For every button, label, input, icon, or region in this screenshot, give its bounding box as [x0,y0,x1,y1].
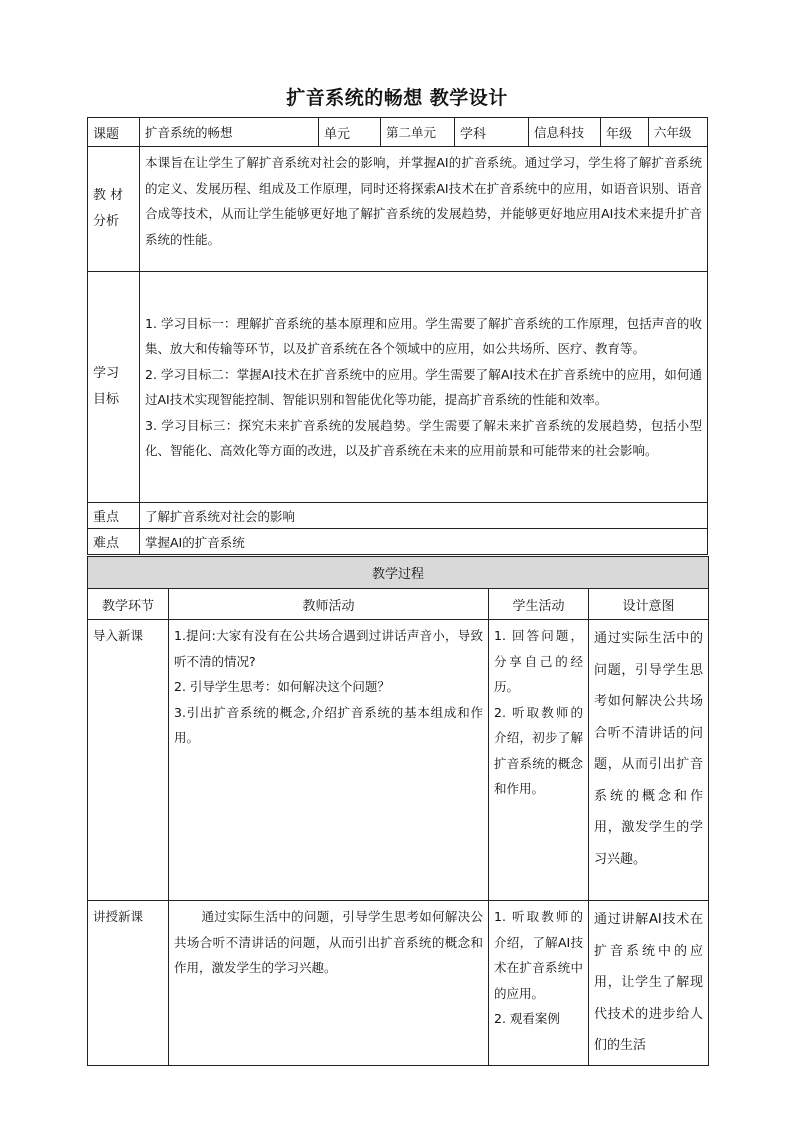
design-intent-cell: 通过讲解AI技术在扩音系统中的应用，让学生了解现代技术的进步给人们的生活 [589,901,709,1066]
info-header-row [88,118,708,147]
subject-label: 学科 [455,118,529,147]
student-activity-item: 2. 观看案例 [494,1011,560,1026]
unit-value: 第二单元 [381,118,455,147]
teacher-activity-item: 2. 引导学生思考：如何解决这个问题？ [174,679,390,694]
header-teacher: 教师活动 [169,589,489,620]
page-title: 扩音系统的畅想 教学设计 [286,87,508,109]
goals-text [140,272,708,503]
course-label: 课题 [88,118,140,147]
goals-row [88,272,708,503]
goal-item: 1. 学习目标一：理解扩音系统的基本原理和应用。学生需要了解扩音系统的工作原理，包括声音的收集、放大和传输等环节，以及扩音系统在各个领域中的应用，如公共场所、医疗、教育等。 [145,315,702,356]
teaching-process-table [87,556,709,1066]
design-intent-cell: 通过实际生活中的问题，引导学生思考如何解决公共场合听不清讲话的问题，从而引出扩音系统的概念和作用，激发学生的学习兴趣。 [589,620,709,901]
key-value: 了解扩音系统对社会的影响 [140,503,708,529]
header-intent: 设计意图 [589,589,709,620]
table-row [88,901,709,1066]
stage-cell: 讲授新课 [88,901,169,1066]
key-label: 重点 [88,503,140,529]
grade-label: 年级 [601,118,649,147]
header-student: 学生活动 [489,589,589,620]
goals-label-line-1: 学习 [93,366,120,381]
goals-label-line-2: 目标 [93,392,120,407]
lesson-info-table [87,117,708,555]
analysis-text: 本课旨在让学生了解扩音系统对社会的影响，并掌握AI的扩音系统。通过学习，学生将了解扩音系统的定义、发展历程、组成及工作原理，同时还将探索AI技术在扩音系统中的应用，如语音识别、语音合成等技术，从而让学生能够更好地了解扩音系统的发展趋势，并能够更好地应用AI技术来提升扩音系统的性能。 [140,147,708,272]
difficulty-value: 掌握AI的扩音系统 [140,529,708,555]
student-activity-item: 2. 听取教师的介绍，初步了解扩音系统的概念和作用。 [494,704,583,796]
teacher-activity-cell [169,620,489,901]
student-activity-cell [489,901,589,1066]
process-banner: 教学过程 [88,557,709,589]
difficulty-row [88,529,708,555]
goal-item: 2. 学习目标二：掌握AI技术在扩音系统中的应用。学生需要了解AI技术在扩音系统中的应用，如何通过AI技术实现智能控制、智能识别和智能优化等功能，提高扩音系统的性能和效率。 [145,366,702,407]
header-stage: 教学环节 [88,589,169,620]
goal-item: 3. 学习目标三：探究未来扩音系统的发展趋势。学生需要了解未来扩音系统的发展趋势，包括小型化、智能化、高效化等方面的改进，以及扩音系统在未来的应用前景和可能带来的社会影响。 [145,417,702,458]
table-row [88,620,709,901]
analysis-label-line-2: 分析 [93,214,120,229]
teacher-activity-item: 3.引出扩音系统的概念,介绍扩音系统的基本组成和作用。 [174,704,483,745]
key-point-row [88,503,708,529]
process-banner-row [88,557,709,589]
analysis-label-line-1: 教 材 [93,188,124,203]
unit-label: 单元 [319,118,381,147]
analysis-row [88,147,708,272]
teacher-activity-item: 1.提问:大家有没有在公共场合遇到过讲话声音小，导致听不清的情况? [174,628,483,669]
difficulty-label: 难点 [88,529,140,555]
teacher-activity-cell: 通过实际生活中的问题，引导学生思考如何解决公共场合听不清讲话的问题，从而引出扩音系统的概念和作用，激发学生的学习兴趣。 [169,901,489,1066]
grade-value: 六年级 [649,118,708,147]
course-value: 扩音系统的畅想 [140,118,319,147]
goals-label [88,272,140,503]
analysis-label [88,147,140,272]
stage-cell: 导入新课 [88,620,169,901]
student-activity-item: 1. 回答问题，分享自己的经历。 [494,628,583,694]
student-activity-item: 1. 听取教师的介绍，了解AI技术在扩音系统中的应用。 [494,909,583,1001]
student-activity-cell [489,620,589,901]
subject-value: 信息科技 [529,118,601,147]
process-header-row [88,589,709,620]
